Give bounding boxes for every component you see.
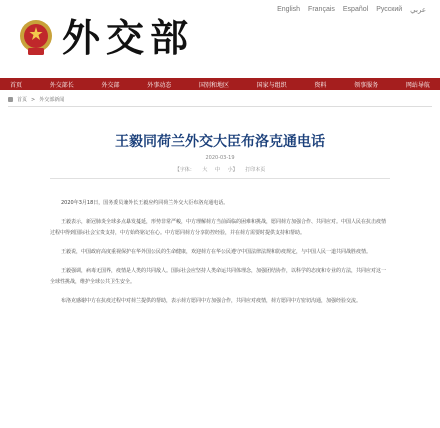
font-small-button[interactable]: 小】: [227, 167, 238, 173]
font-size-label: 【字体：: [174, 167, 195, 173]
breadcrumb: [8, 96, 64, 103]
breadcrumb-section[interactable]: 外交部新闻: [39, 97, 65, 103]
nav-item-home[interactable]: 首页: [10, 81, 23, 89]
nav-item-countries[interactable]: 国别和地区: [198, 81, 229, 89]
site-header: [0, 0, 440, 72]
language-switcher: [277, 6, 426, 14]
article-paragraph: 布洛克感谢中方在抗疫过程中对荷兰提供的帮助，表示荷方愿同中方加强合作，共同应对疫情，荷方愿同中方密切沟通，加强经验交流。: [61, 298, 362, 304]
font-medium-button[interactable]: 中: [214, 167, 220, 173]
article-paragraph: 王毅强调，病毒无国界，疫情是人类的共同敌人。国际社会应坚持人类命运共同体理念，加强团结协作，以科学的态度和专业的方法，共同应对这一全球性挑战，维护全球公共卫生安全。: [50, 268, 387, 285]
article-paragraph: 王毅说，中国政府高度重视保护在华外国公民的生命健康，欢迎荷方在华公民遵守中国法律法规和防疫规定，与中国人民一道共同战胜疫情。: [61, 249, 372, 255]
article-paragraph: 2020年3月18日，国务委员兼外长王毅应约同荷兰外交大臣布洛克通电话。: [61, 200, 229, 206]
nav-item-resources[interactable]: 资料: [314, 81, 327, 89]
print-button[interactable]: 打印本页: [245, 167, 266, 173]
article-title: 王毅同荷兰外交大臣布洛克通电话: [115, 134, 325, 150]
nav-item-organizations[interactable]: 国家与组织: [256, 81, 287, 89]
lang-english[interactable]: English: [277, 6, 301, 13]
lang-spanish[interactable]: Español: [342, 6, 369, 13]
lang-french[interactable]: Français: [308, 6, 335, 13]
font-large-button[interactable]: 大: [202, 167, 208, 173]
main-nav: [0, 78, 440, 90]
national-emblem-icon[interactable]: [18, 18, 54, 58]
article-paragraph: 王毅表示，新冠肺炎全球多点暴发蔓延，形势非常严峻，中方理解荷方当前面临的困难和挑战，愿同荷方加强合作、共同应对。中国人民在抗击疫情过程中得到国际社会宝贵支持，中方始终铭记在心。中方愿同荷方分享防控经验，并在荷方需要时提供支持和帮助。: [50, 219, 387, 236]
article-body: [50, 198, 390, 315]
nav-item-consular[interactable]: 领事服务: [354, 81, 379, 89]
title-divider: [50, 178, 390, 179]
font-size-controls: [0, 166, 440, 173]
nav-item-minister[interactable]: 外交部长: [49, 81, 74, 89]
nav-item-ministry[interactable]: 外交部: [101, 81, 120, 89]
breadcrumb-divider: [8, 106, 432, 107]
nav-item-news[interactable]: 外事动态: [147, 81, 172, 89]
article-date: 2020-03-19: [205, 155, 235, 161]
site-logo-text[interactable]: 外交部: [62, 15, 195, 60]
lang-russian[interactable]: Русский: [376, 6, 403, 13]
breadcrumb-separator: >: [31, 96, 36, 103]
lang-arabic[interactable]: عربي: [410, 7, 426, 14]
breadcrumb-home[interactable]: 首页: [17, 97, 28, 103]
nav-item-sitemap[interactable]: 网站导航: [405, 81, 430, 89]
home-icon: [8, 97, 13, 102]
